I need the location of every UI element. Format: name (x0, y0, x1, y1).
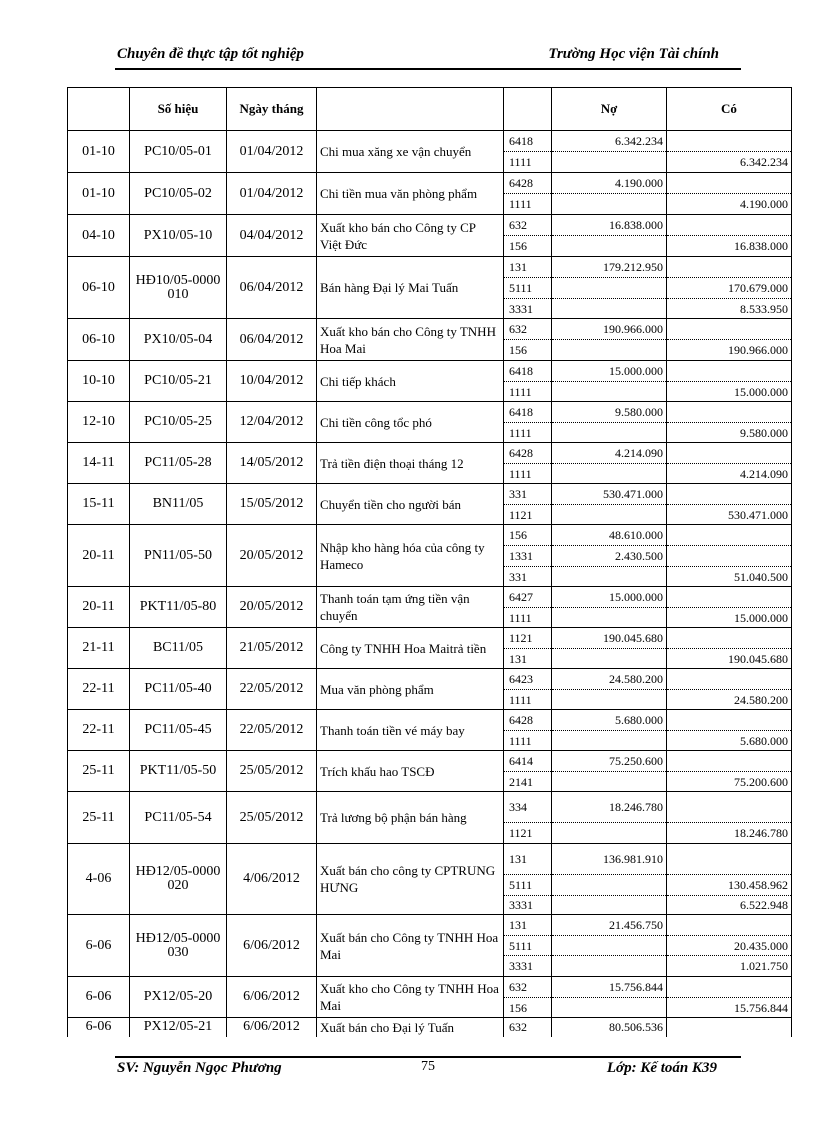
header-title: Chuyên đề thực tập tốt nghiệp (117, 46, 304, 62)
account-code: 1111 (504, 464, 552, 484)
debit-amount: 15.756.844 (552, 977, 667, 998)
document-date: 12/04/2012 (227, 402, 317, 443)
debit-amount (552, 649, 667, 669)
entry-description: Chi mua xăng xe vận chuyển (317, 131, 504, 173)
entry-date-recorded: 15-11 (68, 484, 130, 525)
credit-amount: 530.471.000 (667, 505, 792, 525)
credit-amount (667, 587, 792, 608)
credit-amount (667, 710, 792, 731)
debit-amount (552, 998, 667, 1018)
account-code: 1121 (504, 823, 552, 844)
document-number: BC11/05 (130, 628, 227, 669)
account-code: 1111 (504, 731, 552, 751)
entry-description: Trả tiền điện thoại tháng 12 (317, 443, 504, 484)
account-code: 1111 (504, 194, 552, 215)
debit-amount: 136.981.910 (552, 844, 667, 875)
entry-date-recorded: 25-11 (68, 792, 130, 844)
table-row (68, 319, 792, 340)
credit-amount (667, 1018, 792, 1037)
credit-amount (667, 751, 792, 772)
entry-description: Bán hàng Đại lý Mai Tuấn (317, 257, 504, 319)
document-date: 6/06/2012 (227, 1018, 317, 1037)
credit-amount: 15.000.000 (667, 382, 792, 402)
account-code: 632 (504, 977, 552, 998)
credit-amount (667, 669, 792, 690)
debit-amount (552, 823, 667, 844)
entry-date-recorded: 6-06 (68, 1018, 130, 1037)
debit-amount (552, 340, 667, 361)
credit-amount: 4.214.090 (667, 464, 792, 484)
table-row (68, 792, 792, 823)
credit-amount (667, 525, 792, 546)
debit-amount (552, 567, 667, 587)
account-code: 6423 (504, 669, 552, 690)
document-date: 22/05/2012 (227, 669, 317, 710)
debit-amount (552, 382, 667, 402)
account-code: 5111 (504, 875, 552, 896)
entry-description: Chuyển tiền cho người bán (317, 484, 504, 525)
document-date: 4/06/2012 (227, 844, 317, 915)
entry-description: Xuất kho cho Công ty TNHH Hoa Mai (317, 977, 504, 1018)
document-date: 25/05/2012 (227, 751, 317, 792)
entry-description: Xuất kho bán cho Công ty CP Việt Đức (317, 215, 504, 257)
entry-date-recorded: 06-10 (68, 257, 130, 319)
entry-date-recorded: 14-11 (68, 443, 130, 484)
account-code: 1111 (504, 382, 552, 402)
document-number: PKT11/05-50 (130, 751, 227, 792)
account-code: 131 (504, 915, 552, 936)
credit-amount (667, 546, 792, 567)
debit-amount (552, 464, 667, 484)
debit-amount (552, 690, 667, 710)
account-code: 156 (504, 236, 552, 257)
col-header-co: Có (667, 88, 792, 131)
document-date: 15/05/2012 (227, 484, 317, 525)
debit-amount: 530.471.000 (552, 484, 667, 505)
debit-amount (552, 875, 667, 896)
credit-amount: 190.045.680 (667, 649, 792, 669)
debit-amount (552, 505, 667, 525)
document-number: PC11/05-40 (130, 669, 227, 710)
entry-date-recorded: 21-11 (68, 628, 130, 669)
entry-date-recorded: 01-10 (68, 173, 130, 215)
account-code: 6418 (504, 131, 552, 152)
table-header-row (68, 88, 792, 131)
credit-amount (667, 792, 792, 823)
document-number: PC11/05-28 (130, 443, 227, 484)
debit-amount: 80.506.536 (552, 1018, 667, 1037)
credit-amount (667, 844, 792, 875)
document-date: 04/04/2012 (227, 215, 317, 257)
document-date: 01/04/2012 (227, 131, 317, 173)
debit-amount (552, 194, 667, 215)
document-number: PKT11/05-80 (130, 587, 227, 628)
debit-amount: 18.246.780 (552, 792, 667, 823)
entry-description: Xuất kho bán cho Công ty TNHH Hoa Mai (317, 319, 504, 361)
table-row (68, 628, 792, 649)
account-code: 6418 (504, 361, 552, 382)
entry-description: Thanh toán tạm ứng tiền vận chuyển (317, 587, 504, 628)
credit-amount (667, 484, 792, 505)
document-number: HĐ10/05-0000010 (130, 257, 227, 319)
account-code: 632 (504, 1018, 552, 1037)
account-code: 2141 (504, 772, 552, 792)
credit-amount: 18.246.780 (667, 823, 792, 844)
entry-date-recorded: 22-11 (68, 669, 130, 710)
account-code: 6418 (504, 402, 552, 423)
document-date: 06/04/2012 (227, 257, 317, 319)
page-header (115, 44, 741, 70)
table-row (68, 751, 792, 772)
document-date: 21/05/2012 (227, 628, 317, 669)
account-code: 1331 (504, 546, 552, 567)
document-number: PC10/05-25 (130, 402, 227, 443)
credit-amount (667, 402, 792, 423)
entry-date-recorded: 22-11 (68, 710, 130, 751)
document-date: 06/04/2012 (227, 319, 317, 361)
credit-amount: 75.200.600 (667, 772, 792, 792)
entry-description: Chi tiền mua văn phòng phẩm (317, 173, 504, 215)
credit-amount: 6.342.234 (667, 152, 792, 173)
account-code: 334 (504, 792, 552, 823)
credit-amount (667, 915, 792, 936)
account-code: 156 (504, 998, 552, 1018)
document-number: PX12/05-21 (130, 1018, 227, 1037)
debit-amount (552, 896, 667, 915)
table-row (68, 173, 792, 194)
account-code: 5111 (504, 278, 552, 299)
document-date: 10/04/2012 (227, 361, 317, 402)
table-row (68, 1018, 792, 1037)
account-code: 1111 (504, 423, 552, 443)
entry-date-recorded: 10-10 (68, 361, 130, 402)
account-code: 6428 (504, 443, 552, 464)
entry-date-recorded: 12-10 (68, 402, 130, 443)
account-code: 3331 (504, 956, 552, 977)
entry-description: Xuất bán cho Đại lý Tuấn (317, 1018, 504, 1037)
debit-amount: 48.610.000 (552, 525, 667, 546)
account-code: 632 (504, 319, 552, 340)
document-number: PX10/05-10 (130, 215, 227, 257)
credit-amount: 16.838.000 (667, 236, 792, 257)
credit-amount (667, 361, 792, 382)
entry-date-recorded: 04-10 (68, 215, 130, 257)
account-code: 1121 (504, 505, 552, 525)
entry-date-recorded: 25-11 (68, 751, 130, 792)
header-school: Trường Học viện Tài chính (548, 46, 719, 62)
credit-amount: 1.021.750 (667, 956, 792, 977)
account-code: 6428 (504, 710, 552, 731)
account-code: 331 (504, 484, 552, 505)
footer-student: SV: Nguyễn Ngọc Phương (117, 1060, 282, 1076)
debit-amount: 6.342.234 (552, 131, 667, 152)
entry-description: Trích khấu hao TSCĐ (317, 751, 504, 792)
debit-amount: 21.456.750 (552, 915, 667, 936)
account-code: 131 (504, 649, 552, 669)
entry-description: Công ty TNHH Hoa Maitrả tiền (317, 628, 504, 669)
credit-amount (667, 319, 792, 340)
document-date: 20/05/2012 (227, 525, 317, 587)
credit-amount: 190.966.000 (667, 340, 792, 361)
account-code: 3331 (504, 896, 552, 915)
document-date: 22/05/2012 (227, 710, 317, 751)
credit-amount (667, 131, 792, 152)
table-row (68, 131, 792, 152)
entry-description: Chi tiếp khách (317, 361, 504, 402)
debit-amount (552, 731, 667, 751)
col-header-no: Nợ (552, 88, 667, 131)
table-row (68, 525, 792, 546)
account-code: 6427 (504, 587, 552, 608)
credit-amount: 6.522.948 (667, 896, 792, 915)
document-date: 6/06/2012 (227, 915, 317, 977)
account-code: 1111 (504, 690, 552, 710)
account-code: 1121 (504, 628, 552, 649)
document-number: PX10/05-04 (130, 319, 227, 361)
document-number: HĐ12/05-0000020 (130, 844, 227, 915)
credit-amount (667, 173, 792, 194)
credit-amount: 15.000.000 (667, 608, 792, 628)
entry-description: Xuất bán cho Công ty TNHH Hoa Mai (317, 915, 504, 977)
col-header-dien-giai (317, 88, 504, 131)
document-number: PC10/05-21 (130, 361, 227, 402)
document-number: PX12/05-20 (130, 977, 227, 1018)
debit-amount: 15.000.000 (552, 361, 667, 382)
debit-amount (552, 423, 667, 443)
page-footer (115, 1056, 741, 1080)
credit-amount: 9.580.000 (667, 423, 792, 443)
table-row (68, 215, 792, 236)
account-code: 3331 (504, 299, 552, 319)
table-row (68, 402, 792, 423)
document-number: HĐ12/05-0000030 (130, 915, 227, 977)
table-row (68, 915, 792, 936)
debit-amount (552, 236, 667, 257)
account-code: 1111 (504, 608, 552, 628)
credit-amount: 170.679.000 (667, 278, 792, 299)
credit-amount (667, 628, 792, 649)
entry-date-recorded: 20-11 (68, 525, 130, 587)
document-number: PC10/05-01 (130, 131, 227, 173)
debit-amount: 9.580.000 (552, 402, 667, 423)
entry-date-recorded: 6-06 (68, 915, 130, 977)
col-header-so-hieu: Số hiệu (130, 88, 227, 131)
account-code: 156 (504, 525, 552, 546)
credit-amount: 20.435.000 (667, 936, 792, 956)
journal-table (67, 87, 792, 1037)
document-date: 01/04/2012 (227, 173, 317, 215)
debit-amount: 4.214.090 (552, 443, 667, 464)
entry-description: Thanh toán tiền vé máy bay (317, 710, 504, 751)
credit-amount: 130.458.962 (667, 875, 792, 896)
credit-amount (667, 215, 792, 236)
entry-description: Trả lương bộ phận bán hàng (317, 792, 504, 844)
debit-amount (552, 152, 667, 173)
credit-amount: 5.680.000 (667, 731, 792, 751)
credit-amount: 15.756.844 (667, 998, 792, 1018)
entry-description: Mua văn phòng phẩm (317, 669, 504, 710)
debit-amount: 190.045.680 (552, 628, 667, 649)
debit-amount: 75.250.600 (552, 751, 667, 772)
document-number: PC10/05-02 (130, 173, 227, 215)
document-date: 25/05/2012 (227, 792, 317, 844)
account-code: 632 (504, 215, 552, 236)
debit-amount (552, 299, 667, 319)
account-code: 6414 (504, 751, 552, 772)
table-row (68, 669, 792, 690)
table-row (68, 484, 792, 505)
entry-date-recorded: 06-10 (68, 319, 130, 361)
entry-date-recorded: 20-11 (68, 587, 130, 628)
debit-amount: 15.000.000 (552, 587, 667, 608)
table-row (68, 710, 792, 731)
debit-amount: 16.838.000 (552, 215, 667, 236)
entry-description: Nhập kho hàng hóa của công ty Hameco (317, 525, 504, 587)
col-header-ngay (68, 88, 130, 131)
document-number: PC11/05-54 (130, 792, 227, 844)
footer-class: Lớp: Kế toán K39 (606, 1060, 717, 1076)
account-code: 331 (504, 567, 552, 587)
document-date: 6/06/2012 (227, 977, 317, 1018)
account-code: 131 (504, 257, 552, 278)
credit-amount (667, 257, 792, 278)
account-code: 5111 (504, 936, 552, 956)
entry-description: Xuất bán cho công ty CPTRUNG HƯNG (317, 844, 504, 915)
journal-body (68, 131, 792, 1037)
debit-amount: 190.966.000 (552, 319, 667, 340)
document-date: 20/05/2012 (227, 587, 317, 628)
entry-description: Chi tiền công tổc phó (317, 402, 504, 443)
table-row (68, 977, 792, 998)
debit-amount: 5.680.000 (552, 710, 667, 731)
debit-amount (552, 956, 667, 977)
document-date: 14/05/2012 (227, 443, 317, 484)
table-row (68, 587, 792, 608)
account-code: 6428 (504, 173, 552, 194)
table-row (68, 443, 792, 464)
document-number: BN11/05 (130, 484, 227, 525)
col-header-tai-khoan (504, 88, 552, 131)
credit-amount (667, 443, 792, 464)
entry-date-recorded: 6-06 (68, 977, 130, 1018)
table-row (68, 257, 792, 278)
debit-amount (552, 608, 667, 628)
account-code: 1111 (504, 152, 552, 173)
credit-amount: 24.580.200 (667, 690, 792, 710)
document-number: PN11/05-50 (130, 525, 227, 587)
credit-amount (667, 977, 792, 998)
table-row (68, 844, 792, 875)
debit-amount: 179.212.950 (552, 257, 667, 278)
col-header-ngay-thang: Ngày tháng (227, 88, 317, 131)
debit-amount (552, 772, 667, 792)
entry-date-recorded: 4-06 (68, 844, 130, 915)
debit-amount: 2.430.500 (552, 546, 667, 567)
credit-amount: 4.190.000 (667, 194, 792, 215)
debit-amount (552, 278, 667, 299)
account-code: 156 (504, 340, 552, 361)
document-number: PC11/05-45 (130, 710, 227, 751)
page-number: 75 (421, 1059, 435, 1074)
debit-amount (552, 936, 667, 956)
credit-amount: 8.533.950 (667, 299, 792, 319)
account-code: 131 (504, 844, 552, 875)
credit-amount: 51.040.500 (667, 567, 792, 587)
table-row (68, 361, 792, 382)
debit-amount: 24.580.200 (552, 669, 667, 690)
debit-amount: 4.190.000 (552, 173, 667, 194)
entry-date-recorded: 01-10 (68, 131, 130, 173)
